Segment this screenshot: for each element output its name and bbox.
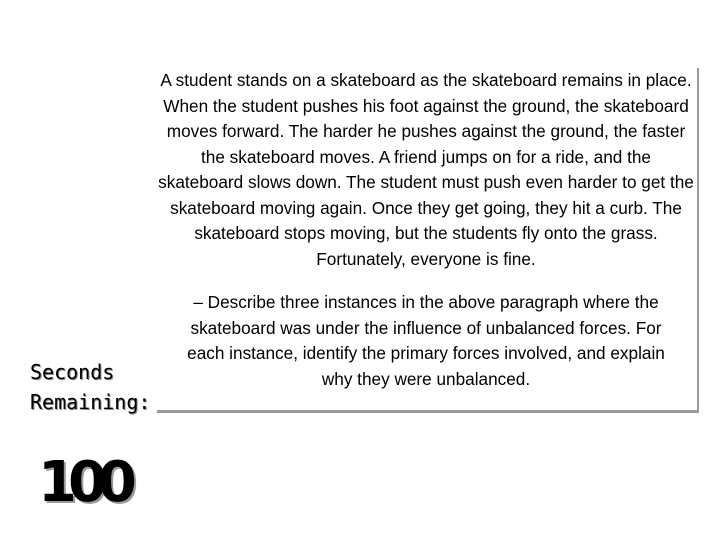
prompt-text: – Describe three instances in the above paragraph where the skateboard was under the influence of unbalanced forces. For each instance, identify the primary forces involved, and explain why they were unbalanced. [187,292,665,389]
question-box [155,65,697,410]
timer-label-line2: Remaining: [30,390,151,414]
scenario-text: A student stands on a skateboard as the skateboard remains in place. When the student pushes his foot against the ground, the skateboard moves forward. The harder he pushes against the ground, the faster the skateboard moves. A friend jumps on for a ride, and the skateboard slows down. The student must push even harder to get the skateboard moving again. Once they get going, they hit a curb. The skateboard stops moving, but the students fly onto the grass. Fortunately, everyone is fine. [158,70,694,269]
timer-label-line1: Seconds [30,360,115,384]
timer-label [30,357,150,417]
timer-countdown: 100 [38,450,128,515]
